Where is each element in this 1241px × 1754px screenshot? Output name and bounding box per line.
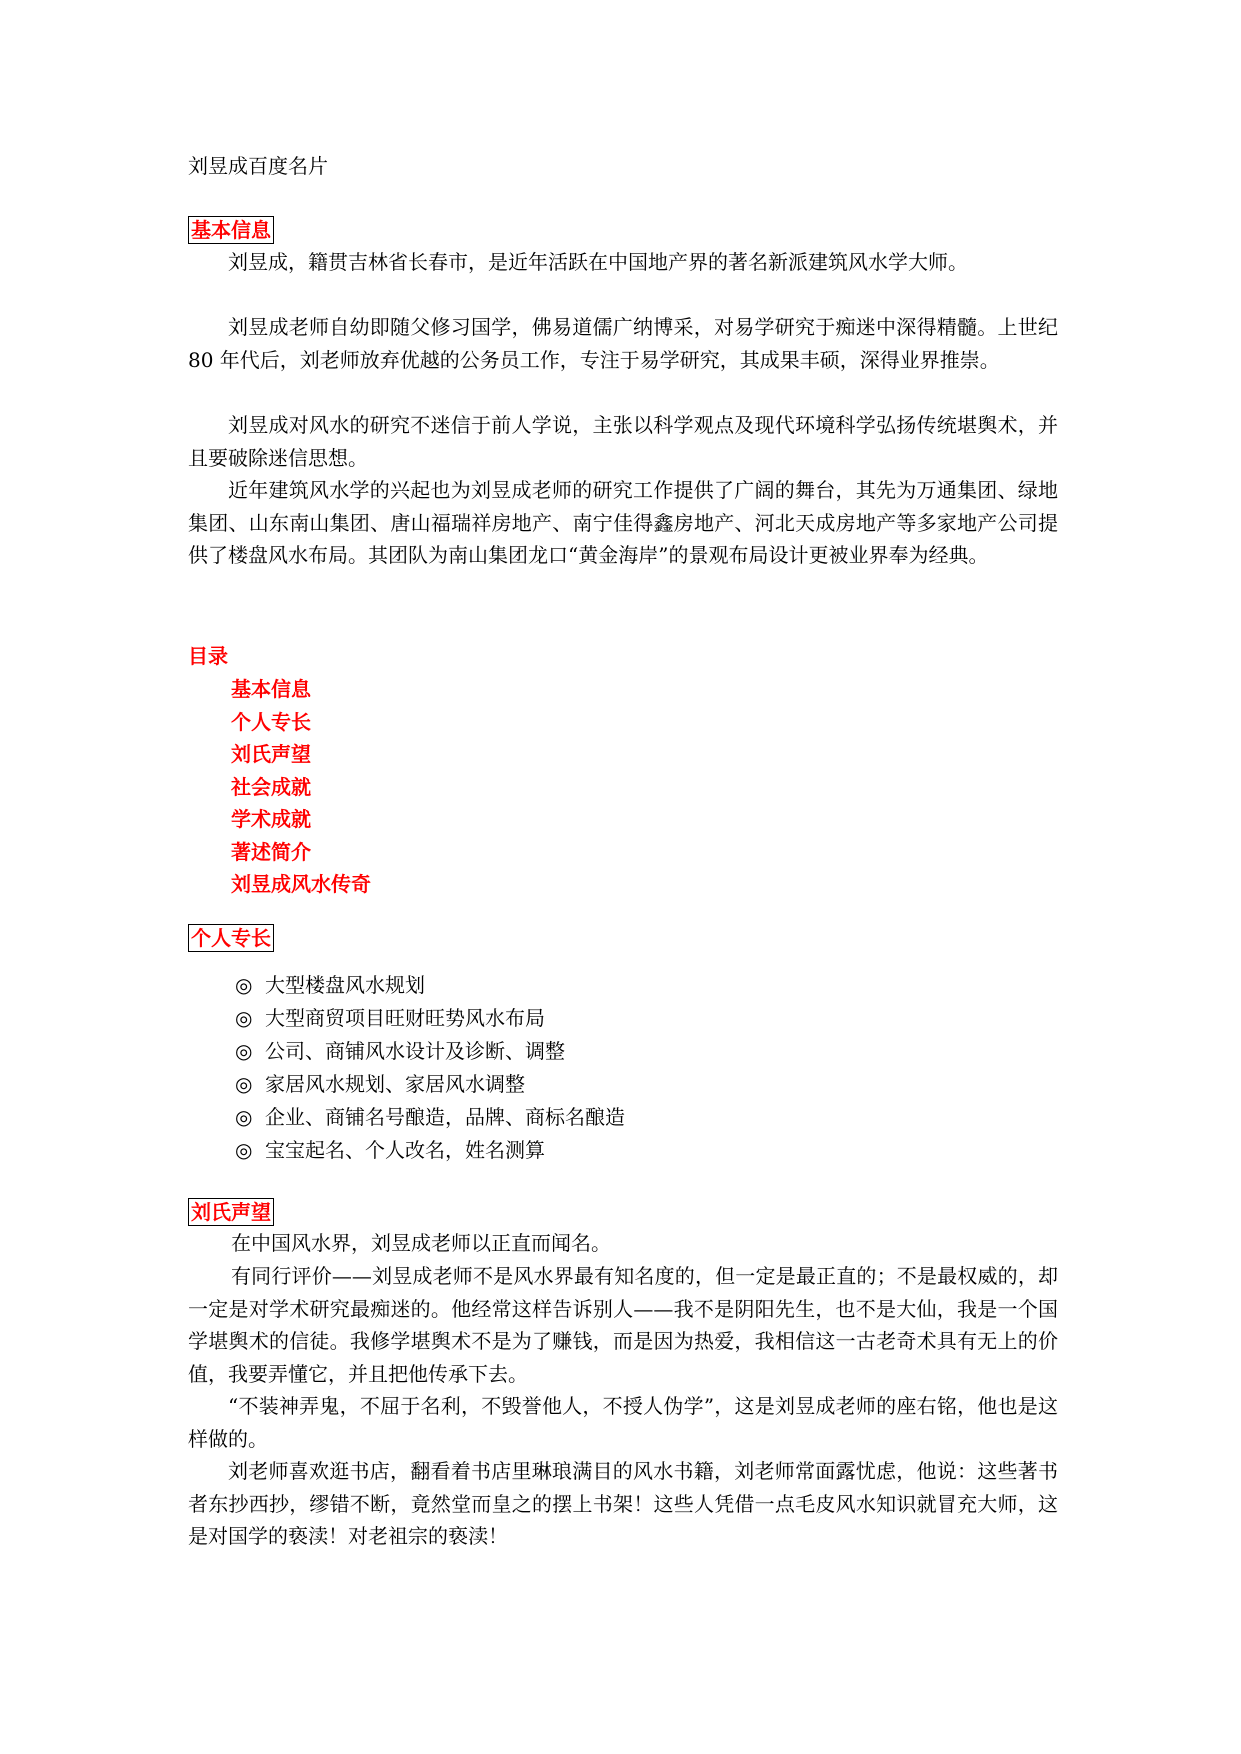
list-item (235, 1002, 625, 1035)
toc-item-publications[interactable]: 著述简介 (231, 839, 311, 864)
toc-heading: 目录 (188, 644, 228, 668)
document-title: 刘昱成百度名片 (188, 154, 328, 178)
specialty-text: 宝宝起名、个人改名，姓名测算 (265, 1138, 545, 1162)
toc-item-reputation[interactable]: 刘氏声望 (231, 742, 311, 766)
list-item (235, 1068, 625, 1101)
bullet-icon: ◎ (235, 1138, 253, 1162)
bullet-icon: ◎ (235, 1072, 253, 1096)
bullet-icon: ◎ (235, 1039, 253, 1063)
reputation-paragraph: 刘老师喜欢逛书店，翻看着书店里琳琅满目的风水书籍，刘老师常面露忧虑，他说：这些著书者东抄西抄，缪错不断，竟然堂而皇之的摆上书架！这些人凭借一点毛皮风水知识就冒充大师，这是对国学的亵渎！对老祖宗的亵渎！ (188, 1459, 1058, 1548)
reputation-paragraph: 有同行评价——刘昱成老师不是风水界最有知名度的，但一定是最正直的；不是最权威的，却一定是对学术研究最痴迷的。他经常这样告诉别人——我不是阴阳先生，也不是大仙，我是一个国学堪舆术的信徒。我修学堪舆术不是为了赚钱，而是因为热爱，我相信这一古老奇术具有无上的价值，我要弄懂它，并且把他传承下去。 (188, 1264, 1058, 1386)
toc-item-specialties[interactable]: 个人专长 (231, 709, 311, 734)
bullet-icon: ◎ (235, 1006, 253, 1030)
toc-item-basic-info[interactable]: 基本信息 (231, 677, 311, 701)
section-heading-reputation: 刘氏声望 (188, 1198, 274, 1226)
specialty-text: 家居风水规划、家居风水调整 (265, 1072, 525, 1096)
list-item (235, 1101, 625, 1134)
toc-item-social-achievements[interactable]: 社会成就 (231, 774, 311, 799)
specialty-text: 企业、商铺名号酿造，品牌、商标名酿造 (265, 1105, 625, 1129)
reputation-paragraph: 在中国风水界，刘昱成老师以正直而闻名。 (231, 1231, 611, 1255)
specialties-list (235, 969, 625, 1167)
specialty-text: 大型楼盘风水规划 (265, 973, 425, 997)
list-item (235, 1035, 625, 1068)
specialty-text: 大型商贸项目旺财旺势风水布局 (265, 1006, 545, 1030)
basic-info-paragraph: 刘昱成，籍贯吉林省长春市，是近年活跃在中国地产界的著名新派建筑风水学大师。 (228, 250, 968, 274)
specialty-text: 公司、商铺风水设计及诊断、调整 (265, 1039, 565, 1063)
toc-item-legend[interactable]: 刘昱成风水传奇 (231, 872, 371, 896)
list-item (235, 1134, 625, 1167)
toc-item-academic-achievements[interactable]: 学术成就 (231, 807, 311, 831)
section-heading-basic-info: 基本信息 (188, 216, 274, 244)
list-item (235, 969, 625, 1002)
reputation-paragraph: “不装神弄鬼，不屈于名利，不毁誉他人，不授人伪学”，这是刘昱成老师的座右铭，他也是这样做的。 (188, 1394, 1058, 1451)
basic-info-paragraph: 近年建筑风水学的兴起也为刘昱成老师的研究工作提供了广阔的舞台，其先为万通集团、绿地集团、山东南山集团、唐山福瑞祥房地产、南宁佳得鑫房地产、河北天成房地产等多家地产公司提供了楼盘风水布局。其团队为南山集团龙口“黄金海岸”的景观布局设计更被业界奉为经典。 (188, 478, 1058, 567)
toc-list (231, 673, 371, 901)
basic-info-paragraph: 刘昱成对风水的研究不迷信于前人学说，主张以科学观点及现代环境科学弘扬传统堪舆术，并且要破除迷信思想。 (188, 413, 1058, 470)
section-heading-specialties: 个人专长 (188, 924, 274, 952)
basic-info-paragraph: 刘昱成老师自幼即随父修习国学，佛易道儒广纳博采，对易学研究于痴迷中深得精髓。上世纪 80 年代后，刘老师放弃优越的公务员工作，专注于易学研究，其成果丰硕，深得业界推崇。 (188, 315, 1058, 372)
bullet-icon: ◎ (235, 973, 253, 997)
bullet-icon: ◎ (235, 1105, 253, 1129)
